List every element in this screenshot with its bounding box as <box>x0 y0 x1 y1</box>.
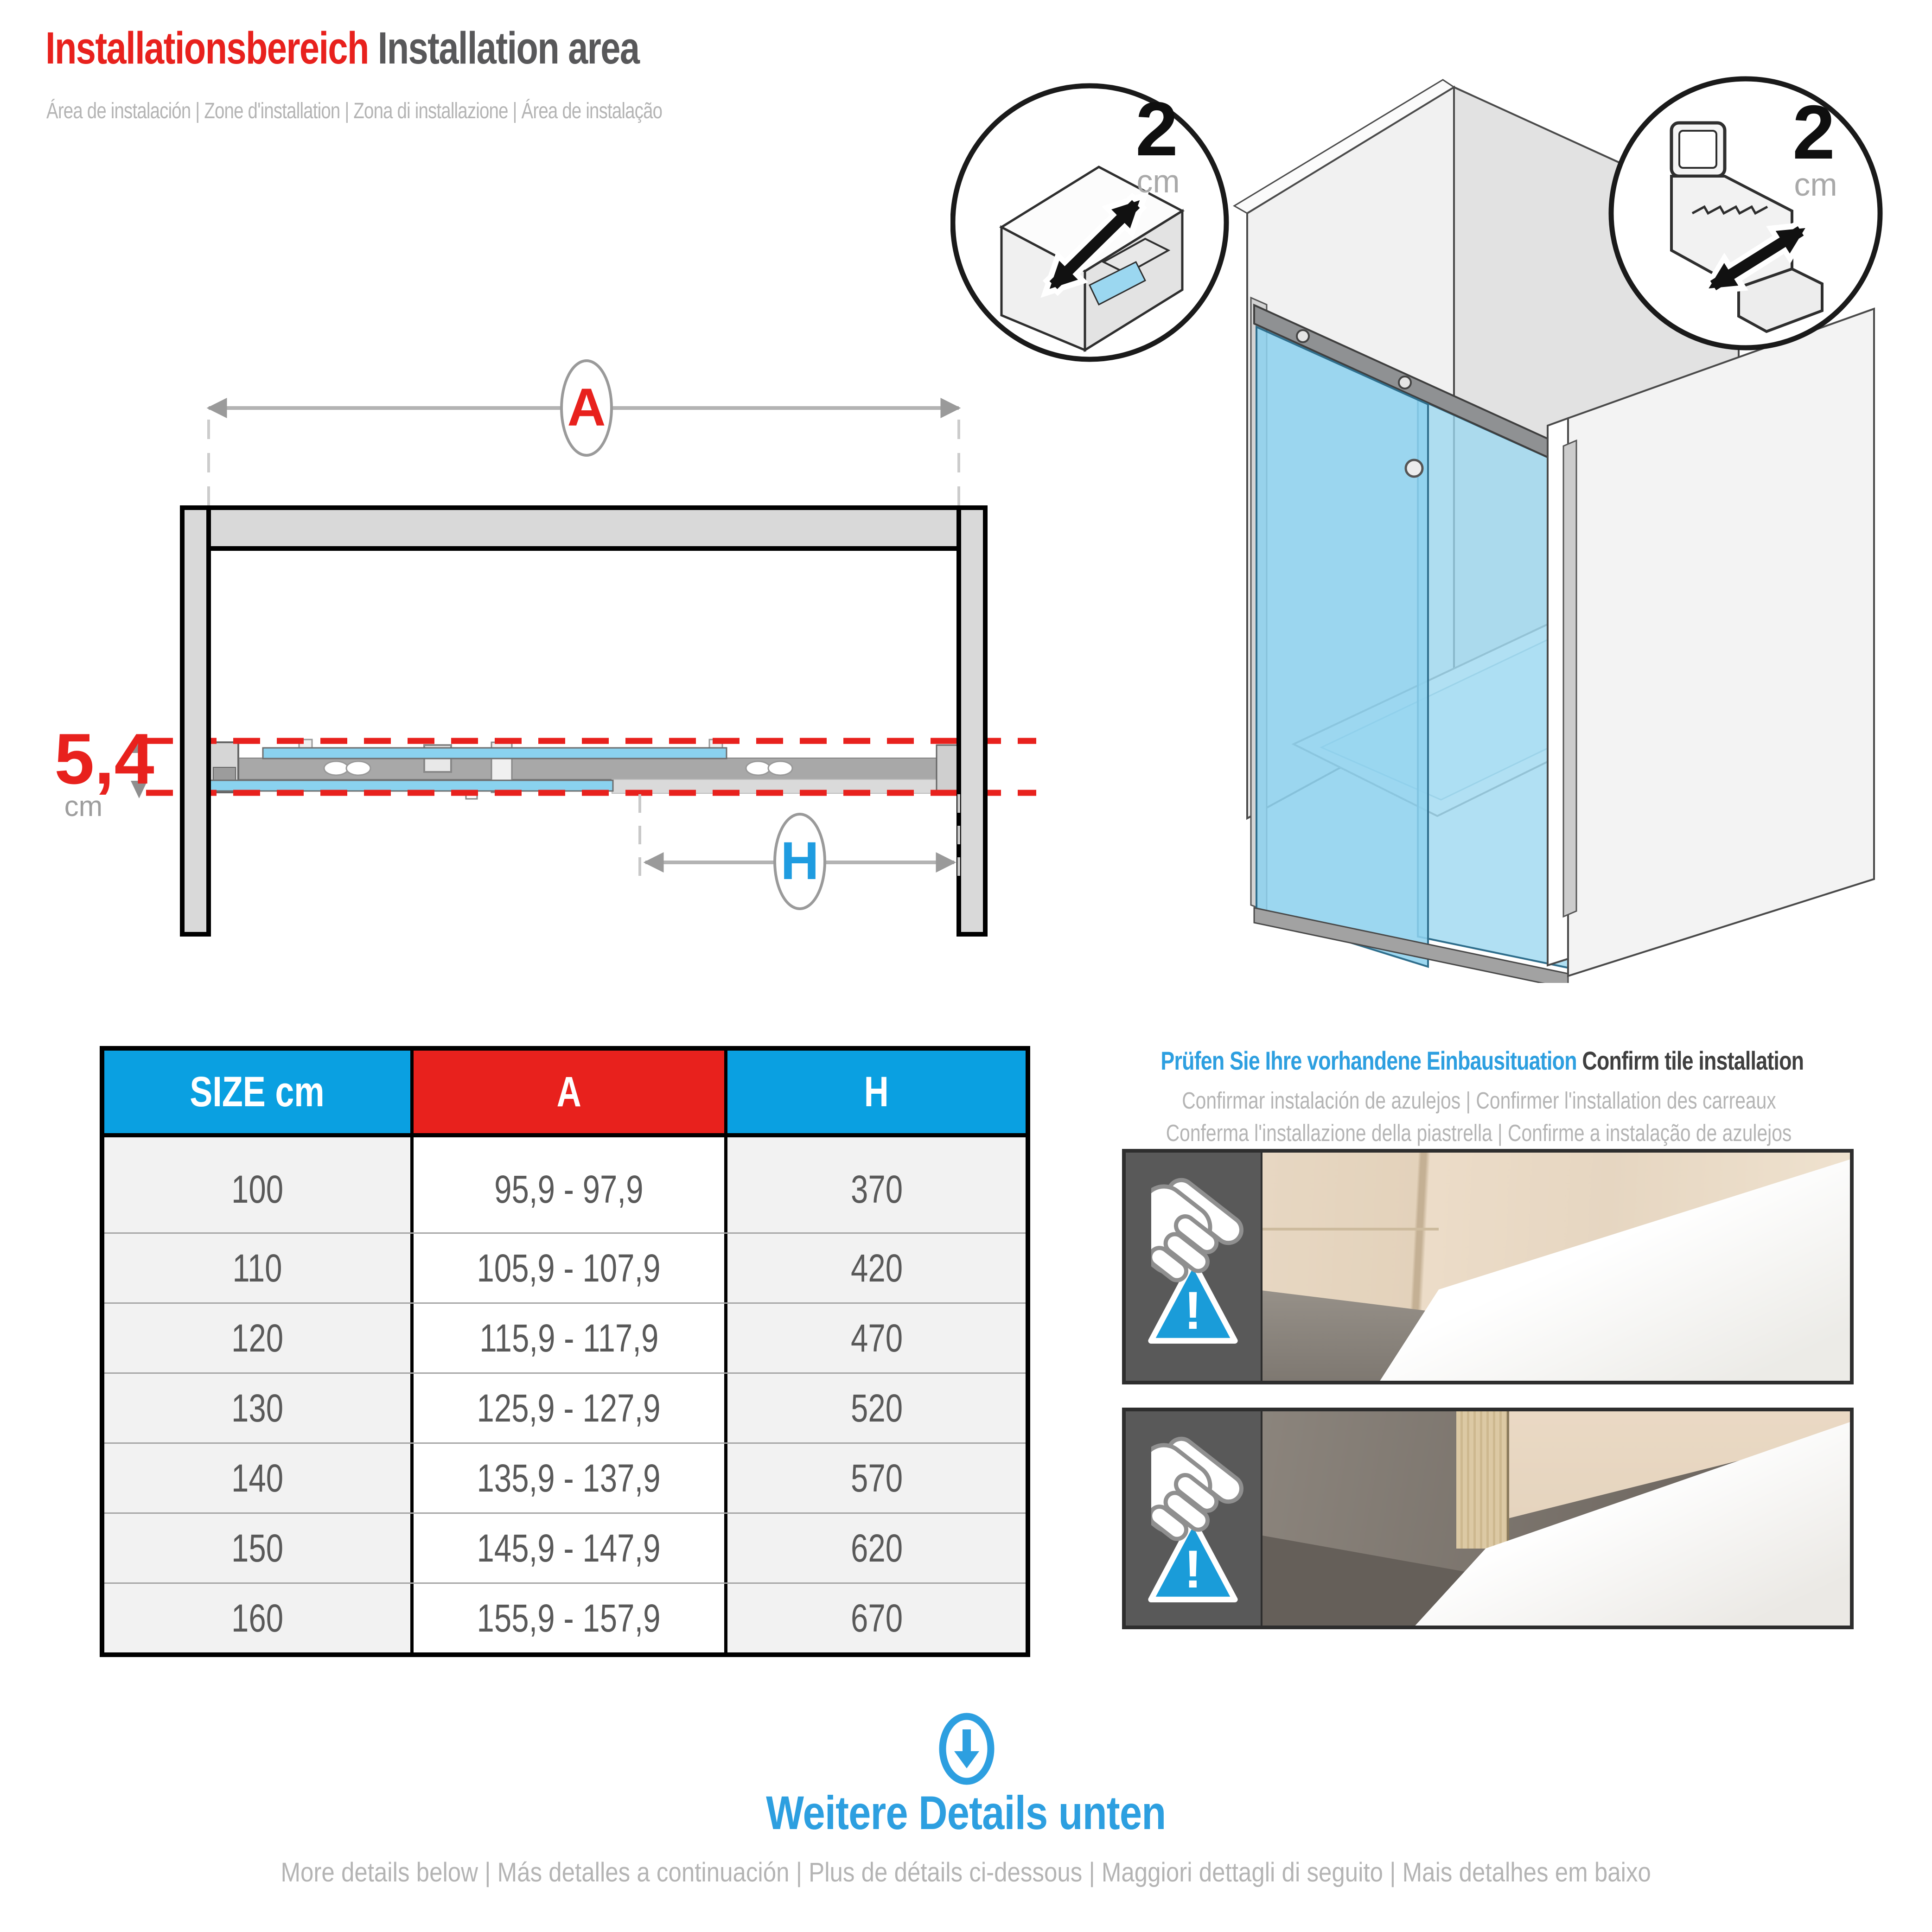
more-details-headline: Weitere Details unten <box>766 1786 1166 1839</box>
tiled-wall-photo <box>1262 1153 1850 1381</box>
page-subtitle: Área de instalación | Zone d'installation | Zona di installazione | Área de instalação <box>46 99 663 123</box>
size-table <box>100 1046 1030 1657</box>
tile-check-subtitle-2: Conferma l'installazione della piastrella | Confirme a instalação de azulejos <box>1166 1120 1792 1146</box>
backer-board <box>1456 1411 1509 1549</box>
table-row: 100 95,9 - 97,9 370 <box>104 1137 1026 1232</box>
dimension-h <box>640 794 959 909</box>
table-row: 120 115,9 - 117,9 470 <box>104 1302 1026 1372</box>
table-row: 150 145,9 - 147,9 620 <box>104 1512 1026 1582</box>
table-row: 140 135,9 - 137,9 570 <box>104 1442 1026 1512</box>
pointing-hand-icon <box>1151 1425 1351 1583</box>
page-title-en: Installation area <box>368 23 639 73</box>
col-header-size: SIZE cm <box>104 1051 410 1133</box>
door-knob <box>1406 460 1422 477</box>
iso-front-wall <box>1548 309 1874 976</box>
tile-check-subtitle-1: Confirmar instalación de azulejos | Confirmer l'installation des carreaux <box>1182 1087 1776 1114</box>
dimension-depth <box>54 719 154 823</box>
page-title-de: Installationsbereich <box>45 23 369 73</box>
plan-wall-posts <box>182 508 985 934</box>
glass-sliding-panel <box>1256 327 1428 967</box>
tile-situation-panel-2 <box>1122 1408 1854 1629</box>
size-table-header <box>104 1051 1026 1137</box>
isometric-drawing <box>950 28 1924 983</box>
tile-check-title: Prüfen Sie Ihre vorhandene Einbausituation Confirm tile installation <box>1160 1046 1804 1075</box>
table-row: 130 125,9 - 127,9 520 <box>104 1372 1026 1442</box>
depth-unit-label: cm <box>64 791 103 823</box>
down-arrow-icon <box>936 1712 998 1786</box>
callout-right-value: 2 <box>1792 89 1835 175</box>
table-row: 160 155,9 - 157,9 670 <box>104 1582 1026 1652</box>
plan-walls <box>182 508 984 548</box>
callout-right-unit: cm <box>1794 166 1837 203</box>
dimension-a-label: A <box>567 378 606 437</box>
pointing-hand-icon <box>1151 1167 1351 1324</box>
depth-value-label: 5,4 <box>54 719 154 799</box>
dimension-h-label: H <box>780 831 819 891</box>
callout-left-value: 2 <box>1135 86 1178 172</box>
tile-situation-panel-1 <box>1122 1149 1854 1384</box>
page-title <box>45 22 788 74</box>
svg-text:!: ! <box>1184 1539 1202 1599</box>
size-table-body <box>104 1137 1026 1652</box>
table-row: 110 105,9 - 107,9 420 <box>104 1232 1026 1302</box>
col-header-h: H <box>724 1051 1026 1133</box>
col-header-a: A <box>410 1051 725 1133</box>
callout-wall-profile <box>953 86 1226 359</box>
more-details-translations: More details below | Más detalles a continuación | Plus de détails ci-dessous | Maggiori dettagli di seguito | Mais detalhes em baixo <box>281 1857 1651 1887</box>
callout-left-unit: cm <box>1136 163 1180 199</box>
svg-text:!: ! <box>1184 1281 1202 1340</box>
callout-extrusion-profile <box>1611 79 1880 348</box>
plan-view-drawing <box>9 350 1043 953</box>
bare-wall-photo <box>1262 1411 1850 1626</box>
